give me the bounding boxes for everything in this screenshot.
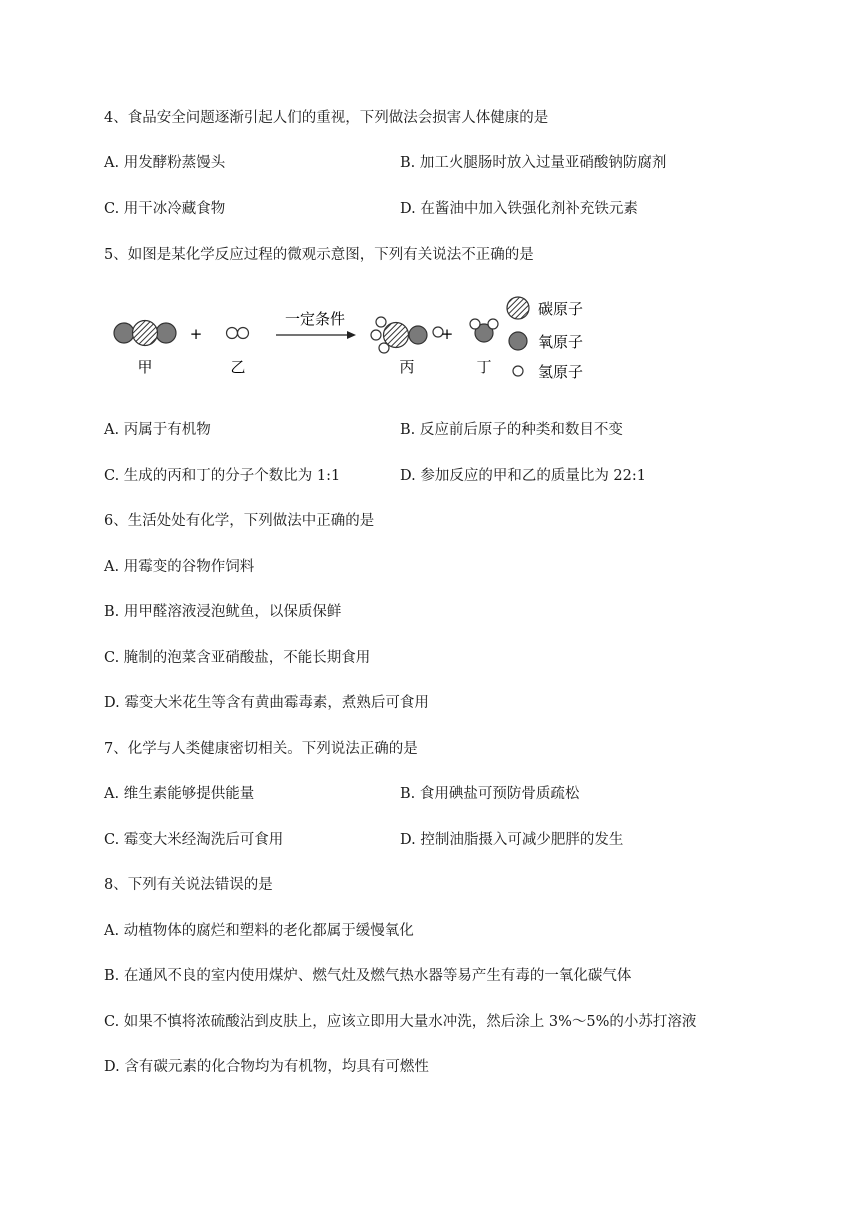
question-6-option-c: C. 腌制的泡菜含亚硝酸盐，不能长期食用 (104, 650, 371, 666)
question-6-option-b: B. 用甲醛溶液浸泡鱿鱼，以保质保鲜 (104, 604, 342, 620)
molecule-yi (227, 328, 249, 339)
question-5-option-d: D. 参加反应的甲和乙的质量比为 22:1 (400, 468, 646, 484)
legend-hydrogen-icon (513, 366, 523, 376)
reaction-diagram (0, 290, 860, 390)
question-5-option-b: B. 反应前后原子的种类和数目不变 (400, 422, 623, 438)
hydrogen-atom (488, 319, 498, 329)
question-4-option-c: C. 用干冰冷藏食物 (104, 201, 226, 217)
label-bing: 丙 (399, 358, 415, 376)
legend-hydrogen-label: 氢原子 (538, 363, 584, 381)
oxygen-atom (114, 323, 134, 343)
hydrogen-atom (371, 330, 381, 340)
hydrogen-atom (227, 328, 238, 339)
question-4-option-d: D. 在酱油中加入铁强化剂补充铁元素 (400, 201, 638, 217)
question-7-option-b: B. 食用碘盐可预防骨质疏松 (400, 786, 580, 802)
question-6-option-a: A. 用霉变的谷物作饲料 (104, 559, 255, 575)
question-8-option-b: B. 在通风不良的室内使用煤炉、燃气灶及燃气热水器等易产生有毒的一氧化碳气体 (104, 968, 632, 984)
question-5-option-a: A. 丙属于有机物 (104, 422, 211, 438)
carbon-atom (133, 321, 158, 346)
question-4-option-a: A. 用发酵粉蒸馒头 (104, 155, 226, 171)
question-7-option-c: C. 霉变大米经淘洗后可食用 (104, 832, 284, 848)
label-ding: 丁 (476, 358, 492, 376)
legend-carbon-icon (507, 297, 529, 319)
question-8-option-c: C. 如果不慎将浓硫酸沾到皮肤上，应该立即用大量水冲洗，然后涂上 3%～5%的小苏打溶液 (104, 1014, 697, 1030)
molecule-ding (470, 319, 498, 342)
oxygen-atom (409, 326, 427, 344)
hydrogen-atom (238, 328, 249, 339)
question-4-option-b: B. 加工火腿肠时放入过量亚硝酸钠防腐剂 (400, 155, 667, 171)
question-8-option-d: D. 含有碳元素的化合物均为有机物，均具有可燃性 (104, 1059, 429, 1075)
question-8-stem: 8、下列有关说法错误的是 (104, 877, 273, 893)
label-yi: 乙 (230, 358, 246, 376)
hydrogen-atom (376, 317, 386, 327)
question-4-stem: 4、食品安全问题逐渐引起人们的重视，下列做法会损害人体健康的是 (104, 110, 549, 126)
plus-sign-1: + (189, 325, 203, 343)
question-7-stem: 7、化学与人类健康密切相关。下列说法正确的是 (104, 741, 418, 757)
carbon-atom (384, 323, 409, 348)
arrow-condition: 一定条件 (284, 310, 346, 328)
question-7-option-a: A. 维生素能够提供能量 (104, 786, 255, 802)
legend-carbon-label: 碳原子 (538, 300, 584, 318)
oxygen-atom (156, 323, 176, 343)
molecule-bing (371, 317, 443, 353)
question-7-option-d: D. 控制油脂摄入可减少肥胖的发生 (400, 832, 624, 848)
question-6-stem: 6、生活处处有化学，下列做法中正确的是 (104, 513, 375, 529)
hydrogen-atom (470, 319, 480, 329)
question-5-stem: 5、如图是某化学反应过程的微观示意图，下列有关说法不正确的是 (104, 247, 534, 263)
legend-oxygen-icon (509, 332, 527, 350)
question-6-option-d: D. 霉变大米花生等含有黄曲霉毒素，煮熟后可食用 (104, 695, 429, 711)
question-8-option-a: A. 动植物体的腐烂和塑料的老化都属于缓慢氧化 (104, 923, 414, 939)
legend (507, 297, 583, 381)
question-5-option-c: C. 生成的丙和丁的分子个数比为 1:1 (104, 468, 341, 484)
molecule-jia (114, 321, 176, 346)
plus-sign-2: + (440, 325, 454, 343)
label-jia: 甲 (137, 358, 153, 376)
legend-oxygen-label: 氧原子 (538, 333, 584, 351)
reaction-arrow-icon (276, 331, 356, 339)
